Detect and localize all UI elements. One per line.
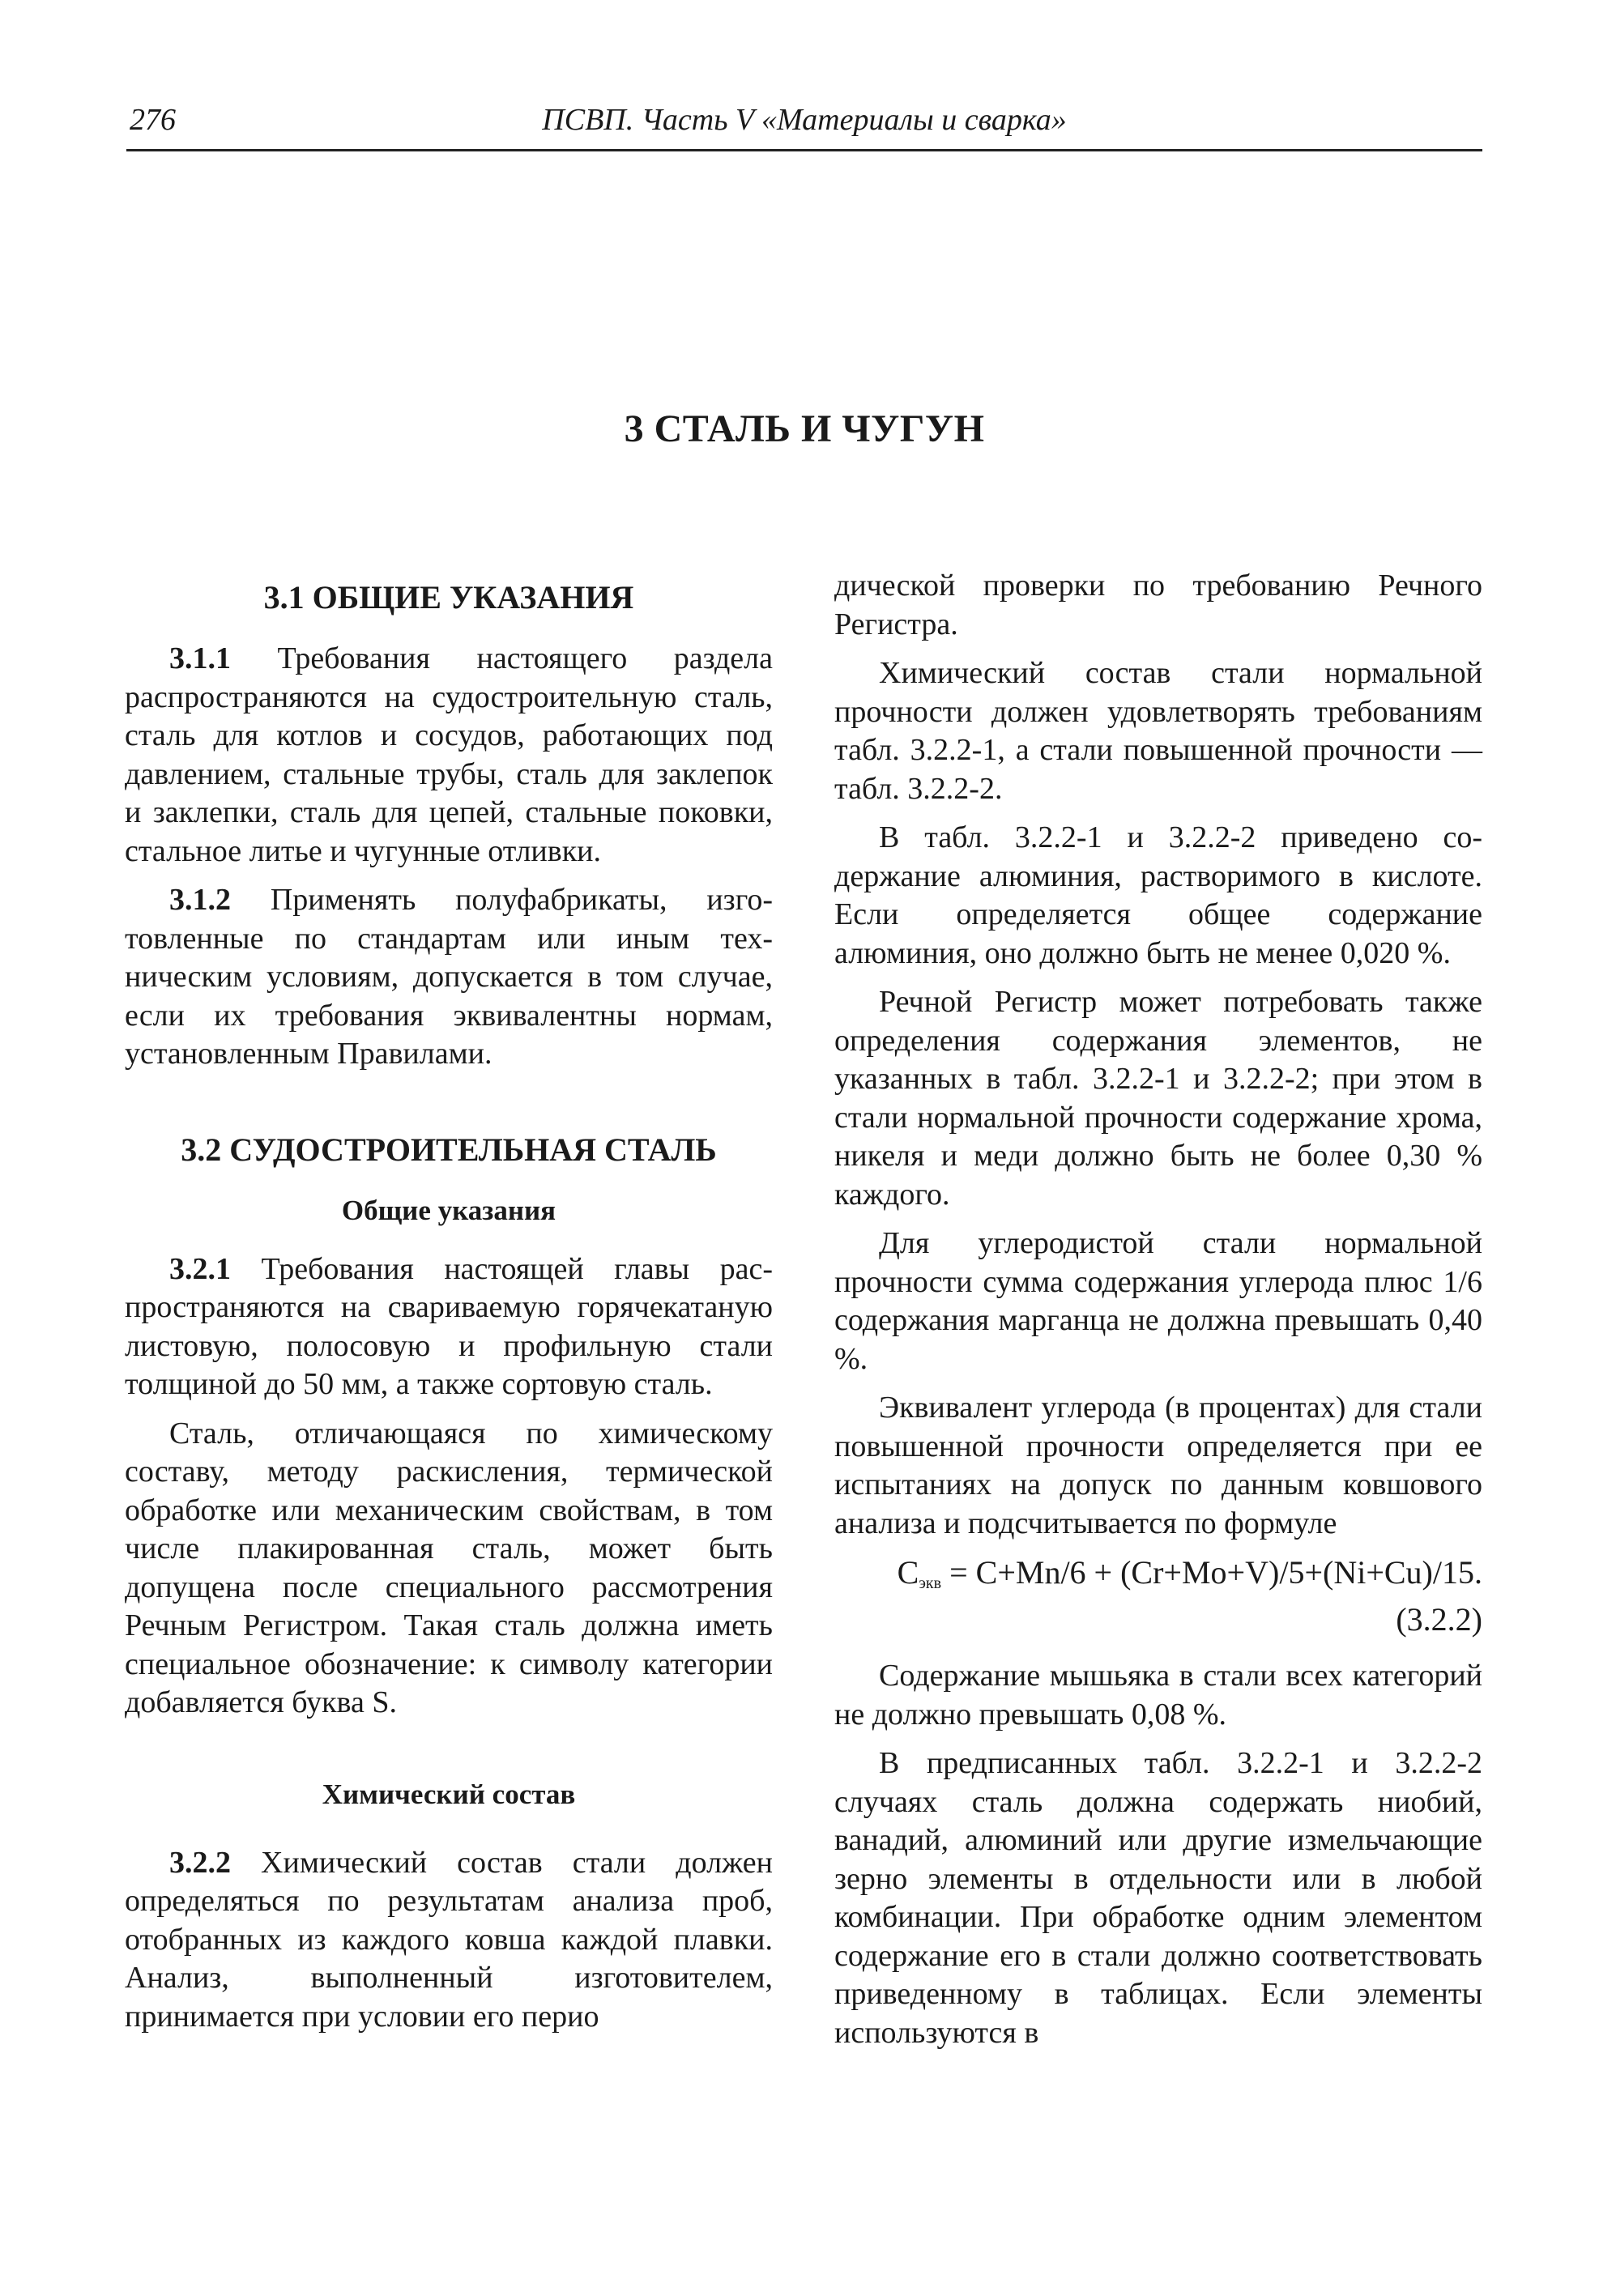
paragraph-text: Требования настоящей главы распространяются на свариваемую горячекатаную листовую, полосовую и профильную стали толщиной до 50 мм, а также сортовую сталь. (125, 1251, 773, 1401)
paragraph-carbon-sum: Для углеродистой стали нормальной прочности сумма содержания углерода плюс 1/6 содержания марганца не должна превышать 0,40 %. (834, 1226, 1482, 1376)
formula-subscript: экв (919, 1574, 942, 1592)
paragraph-3-1-2 (125, 881, 773, 1074)
formula-symbol: C (897, 1554, 919, 1591)
carbon-equivalent-formula (834, 1553, 1482, 1642)
paragraph-grain-refining: В предписанных табл. 3.2.2-1 и 3.2.2-2 случаях сталь должна содержать ниобий, ванадий, алюминий или другие измельчающие зерно элементы в отдельности или в любой комбинации. При обработке одним элементом содержание его в стали должно соответствовать приведенному в таблицах. Если элементы используются в (834, 1746, 1482, 2050)
chapter-title: 3 СТАЛЬ И ЧУГУН (624, 407, 985, 450)
section-3-1-title: 3.1 ОБЩИЕ УКАЗАНИЯ (263, 579, 634, 616)
paragraph-3-1-1 (125, 640, 773, 871)
running-title: ПСВП. Часть V «Материалы и сварка» (542, 103, 1067, 137)
paragraph-aluminium: В табл. 3.2.2-1 и 3.2.2-2 приведено содержание алюминия, растворимого в кислоте. Если определяется общее содержание алюминия, оно должно быть не менее 0,020 %. (834, 820, 1482, 970)
clause-number: 3.2.2 (169, 1845, 231, 1880)
subsection-chemical-title: Химический состав (322, 1778, 576, 1810)
paragraph-arsenic: Содержание мышьяка в стали всех категорий не должно превышать 0,08 %. (834, 1659, 1482, 1732)
subsection-general-title: Общие указания (341, 1194, 556, 1226)
paragraph-text: Химический состав стали должен определяться по результатам анализа проб, отобранных из каждого ковша каждой плавки. Анализ, выполненный изготовителем, принимается при условии его перио (125, 1845, 773, 2034)
right-column (834, 567, 1482, 2063)
clause-number: 3.2.1 (169, 1251, 231, 1286)
clause-number: 3.1.1 (169, 641, 231, 675)
formula-number: (3.2.2) (1396, 1601, 1482, 1638)
clause-number: 3.1.2 (169, 883, 231, 917)
paragraph-carbon-equivalent: Эквивалент углерода (в процентах) для стали повышенной прочности определяется при ее испытаниях на допуск по данным ковшового анализа и подсчитывается по формуле (834, 1391, 1482, 1540)
formula-body: = C+Mn/6 + (Cr+Mo+V)/5+(Ni+Cu)/15. (941, 1554, 1482, 1591)
paragraph-other-elements: Речной Регистр может потребовать также определения содержания элементов, не указанных в табл. 3.2.2-1 и 3.2.2-2; при этом в стали нормальной прочности содержание хрома, никеля и меди должно быть не более 0,30 % каждого. (834, 985, 1482, 1212)
page-header (126, 97, 1482, 151)
page-number: 276 (130, 103, 176, 137)
paragraph-3-2-1-continued: Сталь, отличающаяся по химическому составу, методу раскисления, термической обработке или механическим свойствам, в том числе плакированная сталь, может быть допущена после специального рассмотрения Речным Регистром. Такая сталь должна иметь специальное обозначение: к символу категории добавляется буква S. (125, 1416, 773, 1719)
paragraph-3-2-1 (125, 1250, 773, 1404)
formula-expression (898, 1553, 1482, 1604)
paragraph-3-2-2 (125, 1844, 773, 2037)
paragraph-text: Применять полуфабрикаты, изготовленные по стандартам или иным техническим условиям, допускается в том случае, если их требования эквивалентны нормам, установленным Правилами. (125, 883, 773, 1071)
paragraph-chem-requirements: Химический состав стали нормальной прочности должен удовлетворять требованиям табл. 3.2.2-1, а стали повышенной прочности — табл. 3.2.2-2. (834, 656, 1482, 806)
paragraph-continued: дической проверки по требованию Речного Регистра. (834, 569, 1482, 641)
section-3-2-title: 3.2 СУДОСТРОИТЕЛЬНАЯ СТАЛЬ (181, 1131, 717, 1168)
paragraph-text: Требования настоящего раздела распространяются на судостроительную сталь, сталь для котлов и сосудов, работающих под давлением, стальные трубы, сталь для заклепок и заклепки, сталь для цепей, стальные поковки, стальное литье и чугунные отливки. (125, 641, 773, 868)
left-column (125, 567, 773, 2047)
